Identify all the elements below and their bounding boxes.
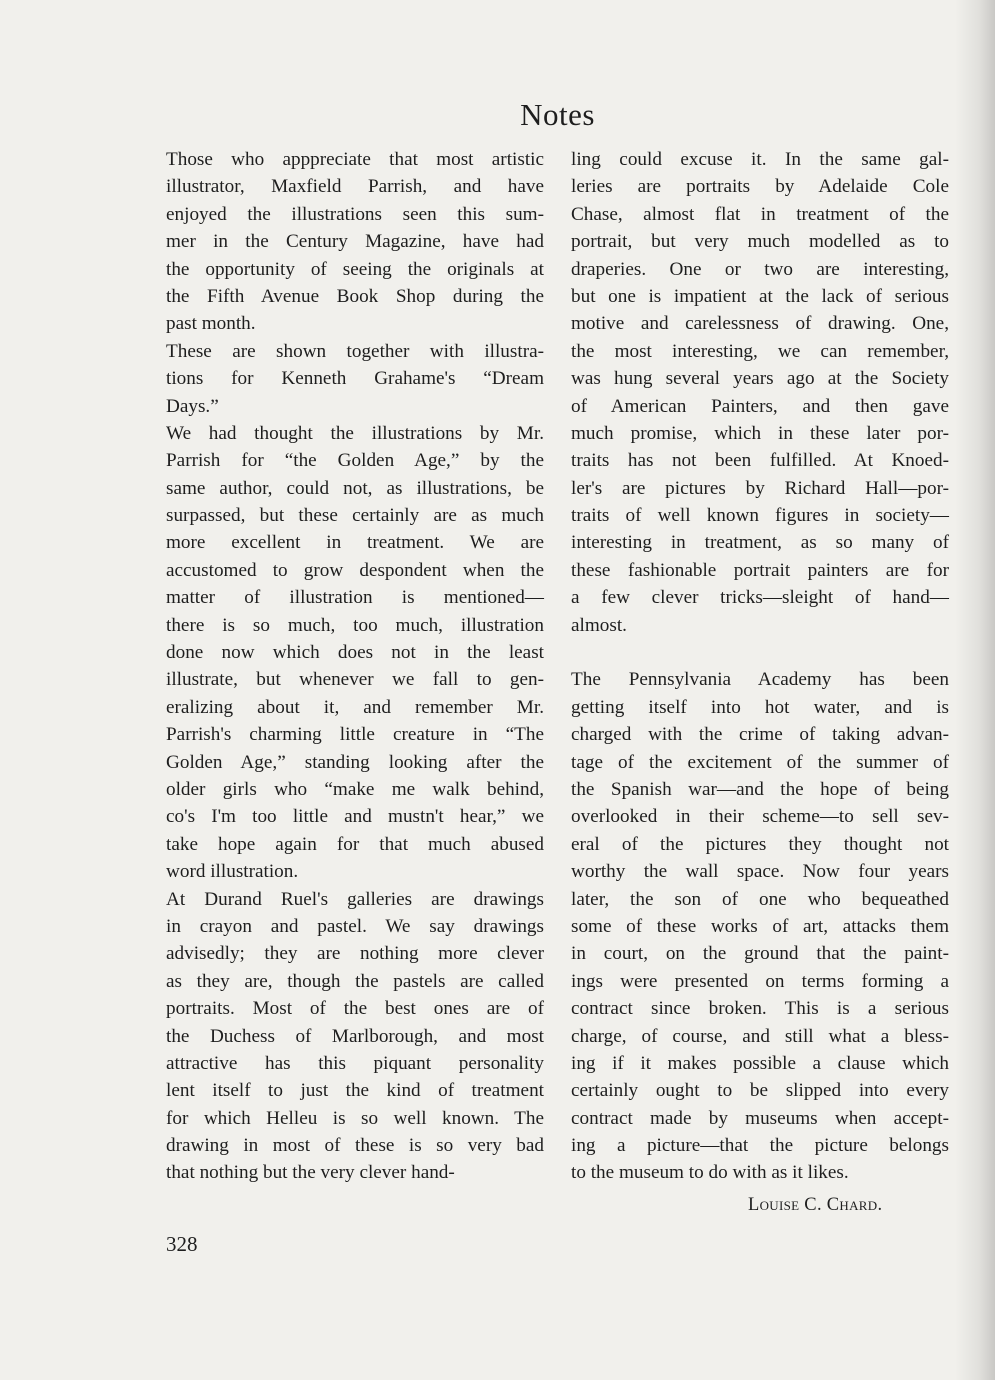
- text-line: Days.”: [166, 395, 219, 417]
- text-line: motive and carelessness of drawing. One,: [571, 313, 949, 335]
- text-line: traits of well known figures in society—: [571, 505, 949, 527]
- text-line: same author, could not, as illustrations, be: [166, 477, 544, 499]
- text-line: tage of the excitement of the summer of: [571, 751, 949, 773]
- text-line: illustrate, but whenever we fall to gen-: [166, 669, 544, 691]
- text-line: attractive has this piquant personality: [166, 1052, 544, 1074]
- text-line: take hope again for that much abused: [166, 833, 544, 855]
- text-line: done now which does not in the least: [166, 642, 544, 664]
- text-line: ings were presented on terms forming a: [571, 970, 949, 992]
- text-line: mer in the Century Magazine, have had: [166, 231, 544, 253]
- text-line: leries are portraits by Adelaide Cole: [571, 176, 949, 198]
- text-line: certainly ought to be slipped into every: [571, 1080, 949, 1102]
- text-line: The Pennsylvania Academy has been: [571, 669, 949, 691]
- text-line: for which Helleu is so well known. The: [166, 1107, 544, 1129]
- text-line: older girls who “make me walk behind,: [166, 778, 544, 800]
- text-line: Chase, almost flat in treatment of the: [571, 203, 949, 225]
- text-line: but one is impatient at the lack of serious: [571, 285, 949, 307]
- text-line: contract made by museums when accept-: [571, 1107, 949, 1129]
- text-line: Golden Age,” standing looking after the: [166, 751, 544, 773]
- text-line: more excellent in treatment. We are: [166, 532, 544, 554]
- text-line: enjoyed the illustrations seen this sum-: [166, 203, 544, 225]
- text-line: accustomed to grow despondent when the: [166, 559, 544, 581]
- text-line: [571, 639, 949, 666]
- text-line: eralizing about it, and remember Mr.: [166, 696, 544, 718]
- text-line: a few clever tricks—sleight of hand—: [571, 587, 949, 609]
- text-line: of American Painters, and then gave: [571, 395, 949, 417]
- text-line: the opportunity of seeing the originals at: [166, 258, 544, 280]
- text-line: drawing in most of these is so very bad: [166, 1135, 544, 1157]
- text-line: getting itself into hot water, and is: [571, 696, 949, 718]
- text-line: Parrish for “the Golden Age,” by the: [166, 450, 544, 472]
- text-line: that nothing but the very clever hand-: [166, 1162, 455, 1184]
- text-line: worthy the wall space. Now four years: [571, 861, 949, 883]
- text-line: past month.: [166, 313, 256, 335]
- page-title: Notes: [520, 97, 595, 132]
- text-line: matter of illustration is mentioned—: [166, 587, 544, 609]
- text-line: ing a picture—that the picture belongs: [571, 1135, 949, 1157]
- text-line: ing if it makes possible a clause which: [571, 1052, 949, 1074]
- text-line: in crayon and pastel. We say drawings: [166, 915, 544, 937]
- page-binding-shadow: [955, 0, 995, 1380]
- text-line: portraits. Most of the best ones are of: [166, 998, 544, 1020]
- text-line: We had thought the illustrations by Mr.: [166, 422, 544, 444]
- text-line: advisedly; they are nothing more clever: [166, 943, 544, 965]
- text-line: word illustration.: [166, 861, 299, 883]
- text-line: much promise, which in these later por-: [571, 422, 949, 444]
- text-line: as they are, though the pastels are called: [166, 970, 544, 992]
- text-line: was hung several years ago at the Society: [571, 368, 949, 390]
- text-line: the Fifth Avenue Book Shop during the: [166, 285, 544, 307]
- text-line: surpassed, but these certainly are as much: [166, 505, 544, 527]
- text-line: tions for Kenneth Grahame's “Dream: [166, 368, 544, 390]
- text-line: almost.: [571, 614, 627, 636]
- text-line: co's I'm too little and mustn't hear,” we: [166, 806, 544, 828]
- text-line: interesting in treatment, as so many of: [571, 532, 949, 554]
- author-signature: Louise C. Chard.: [748, 1195, 883, 1215]
- text-line: eral of the pictures they thought not: [571, 833, 949, 855]
- text-line: overlooked in their scheme—to sell sev-: [571, 806, 949, 828]
- text-line: some of these works of art, attacks them: [571, 915, 949, 937]
- text-line: These are shown together with illustra-: [166, 340, 544, 362]
- text-column-right: [571, 146, 949, 1187]
- text-line: in court, on the ground that the paint-: [571, 943, 949, 965]
- text-line: Those who apppreciate that most artistic: [166, 149, 544, 170]
- text-line: charge, of course, and still what a bless-: [571, 1025, 949, 1047]
- text-line: there is so much, too much, illustration: [166, 614, 544, 636]
- text-line: Parrish's charming little creature in “The: [166, 724, 544, 746]
- text-line: to the museum to do with as it likes.: [571, 1162, 849, 1184]
- text-line: illustrator, Maxfield Parrish, and have: [166, 176, 544, 198]
- text-line: contract since broken. This is a serious: [571, 998, 949, 1020]
- text-line: At Durand Ruel's galleries are drawings: [166, 888, 544, 910]
- page-number: 328: [166, 1232, 198, 1256]
- text-line: ler's are pictures by Richard Hall—por-: [571, 477, 949, 499]
- text-line: the Duchess of Marlborough, and most: [166, 1025, 544, 1047]
- text-line: later, the son of one who bequeathed: [571, 888, 949, 910]
- text-line: these fashionable portrait painters are for: [571, 559, 949, 581]
- text-line: draperies. One or two are interesting,: [571, 258, 949, 280]
- text-line: portrait, but very much modelled as to: [571, 231, 949, 253]
- text-line: lent itself to just the kind of treatment: [166, 1080, 544, 1102]
- text-line: traits has not been fulfilled. At Knoed-: [571, 450, 949, 472]
- text-line: the Spanish war—and the hope of being: [571, 778, 949, 800]
- text-line: the most interesting, we can remember,: [571, 340, 949, 362]
- text-line: charged with the crime of taking advan-: [571, 724, 949, 746]
- text-line: ling could excuse it. In the same gal-: [571, 149, 949, 170]
- text-column-left: [166, 146, 544, 1187]
